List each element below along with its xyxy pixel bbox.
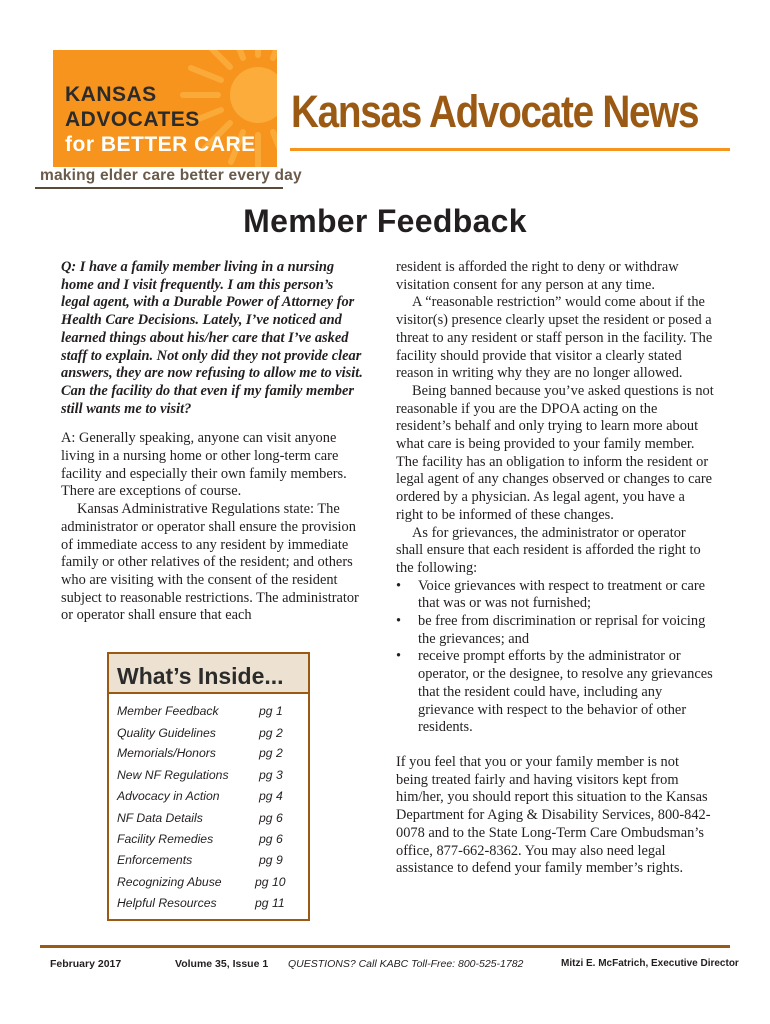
toc-item[interactable] xyxy=(117,768,302,786)
footer-divider xyxy=(40,945,730,948)
whats-inside-box xyxy=(107,652,310,921)
toc-label: Recognizing Abuse xyxy=(117,875,222,889)
tagline-divider xyxy=(35,187,283,189)
whats-inside-title: What’s Inside... xyxy=(117,663,284,689)
toc-item[interactable] xyxy=(117,811,302,829)
issue-date: February 2017 xyxy=(50,958,122,970)
left-column xyxy=(61,259,365,625)
issue-volume: Volume 35, Issue 1 xyxy=(175,958,269,970)
toc-item[interactable] xyxy=(117,832,302,850)
answer-paragraph-1: A: Generally speaking, anyone can visit anyone living in a nursing home or other long-term care facility and especially their own family members. There are exceptions of course. xyxy=(61,430,347,500)
list-item xyxy=(396,577,714,613)
right-paragraph-4: As for grievances, the administrator or operator shall ensure that each resident is afforded the right to the following: xyxy=(396,524,701,576)
toc-item[interactable] xyxy=(117,896,302,914)
list-item xyxy=(396,648,714,737)
list-item-text: be free from discrimination or reprisal for voicing the grievances; and xyxy=(418,613,706,647)
toc-label: Helpful Resources xyxy=(117,896,217,910)
toc-item[interactable] xyxy=(117,726,302,744)
executive-director: Mitzi E. McFatrich, Executive Director xyxy=(561,958,739,969)
reader-question: Q: I have a family member living in a nursing home and I visit frequently. I am this person’s legal agent, with a Durable Power of Attorney for Health Care Decisions. Lately, I’ve noticed and learned things about his/her care that I’ve asked staff to explain. Not only did they not provide clear answers, they are now refusing to allow me to visit. Can the facility do that even if my family member still wants me to visit? xyxy=(61,259,363,417)
toc-page: pg 11 xyxy=(255,896,285,910)
whats-inside-header xyxy=(109,654,308,694)
toc-page: pg 2 xyxy=(259,726,283,740)
right-paragraph-1: resident is afforded the right to deny or withdraw visitation consent for any person at any time. xyxy=(396,259,679,293)
toc-label: Member Feedback xyxy=(117,704,219,718)
newsletter-masthead: Kansas Advocate News xyxy=(291,86,699,137)
right-paragraph-2: A “reasonable restriction” would come about if the visitor(s) presence clearly upset the resident or posed a threat to any resident or staff person in the facility. The facility should provide that visitor a clearly stated reason in writing why they are no longer allowed. xyxy=(396,294,713,382)
toc-item[interactable] xyxy=(117,789,302,807)
toc-page: pg 6 xyxy=(259,832,283,846)
toc-item[interactable] xyxy=(117,746,302,764)
logo-tagline: making elder care better every day xyxy=(40,167,302,184)
list-item-text: Voice grievances with respect to treatment or care that was or was not furnished; xyxy=(418,577,706,612)
toc-label: Advocacy in Action xyxy=(117,789,220,803)
logo-line-1: KANSAS xyxy=(65,83,157,106)
toc-label: Memorials/Honors xyxy=(117,746,216,760)
toc-label: Enforcements xyxy=(117,853,193,867)
toll-free-contact: QUESTIONS? Call KABC Toll-Free: 800-525-1782 xyxy=(288,958,524,970)
logo-line-3-prefix: for xyxy=(65,133,101,156)
bullet-icon: • xyxy=(396,577,402,594)
toc-page: pg 6 xyxy=(259,811,283,825)
right-paragraph-5: If you feel that you or your family member is not being treated fairly and having visitors kept from him/her, you should report this situation to the Kansas Department for Aging & Disability Services, 800-842-0078 and to the State Long-Term Care Ombudsman’s office, 877-662-8362. You may also need legal assistance to defend your family member’s rights. xyxy=(396,753,711,877)
toc-page: pg 4 xyxy=(259,789,283,803)
paragraph-spacer xyxy=(396,737,714,754)
toc-label: NF Data Details xyxy=(117,811,203,825)
toc-item[interactable] xyxy=(117,704,302,722)
toc-label: New NF Regulations xyxy=(117,768,229,782)
toc-page: pg 10 xyxy=(255,875,286,889)
toc-page: pg 2 xyxy=(259,746,283,760)
right-column xyxy=(396,259,714,878)
toc-label: Facility Remedies xyxy=(117,832,214,846)
right-paragraph-3: Being banned because you’ve asked questions is not reasonable if you are the DPOA acting on the resident’s behalf and only trying to learn more about what care is being provided to your family member. The facility has an obligation to inform the resident or legal agent of any changes observed or changes to care ordered by a physician. As legal agent, you have a right to be informed of these changes. xyxy=(396,382,714,523)
bullet-icon: • xyxy=(396,648,402,665)
toc-page: pg 1 xyxy=(259,704,283,718)
toc-item[interactable] xyxy=(117,853,302,871)
logo-line-2: ADVOCATES xyxy=(65,108,200,131)
toc-page: pg 9 xyxy=(259,853,283,867)
list-item-text: receive prompt efforts by the administrator or operator, or the designee, to resolve any grievances that the resident could have, including any grievance with respect to the behavior of other residents. xyxy=(418,648,713,736)
organization-logo xyxy=(53,50,277,167)
list-item xyxy=(396,613,714,648)
grievance-rights-list xyxy=(396,578,714,737)
logo-line-3 xyxy=(65,133,256,157)
article-title: Member Feedback xyxy=(243,203,527,239)
toc-label: Quality Guidelines xyxy=(117,726,216,740)
toc-item[interactable] xyxy=(117,875,302,893)
toc-page: pg 3 xyxy=(259,768,283,782)
masthead-divider xyxy=(290,148,730,151)
answer-paragraph-2: Kansas Administrative Regulations state: The administrator or operator shall ensure the provision of immediate access to any resident by immediate family or other relatives of the resident; and others who are visiting with the consent of the resident subject to reasonable restrictions. The administrator or operator shall ensure that each xyxy=(61,501,359,624)
bullet-icon: • xyxy=(396,613,402,630)
logo-line-3-emph: BETTER CARE xyxy=(100,133,256,156)
